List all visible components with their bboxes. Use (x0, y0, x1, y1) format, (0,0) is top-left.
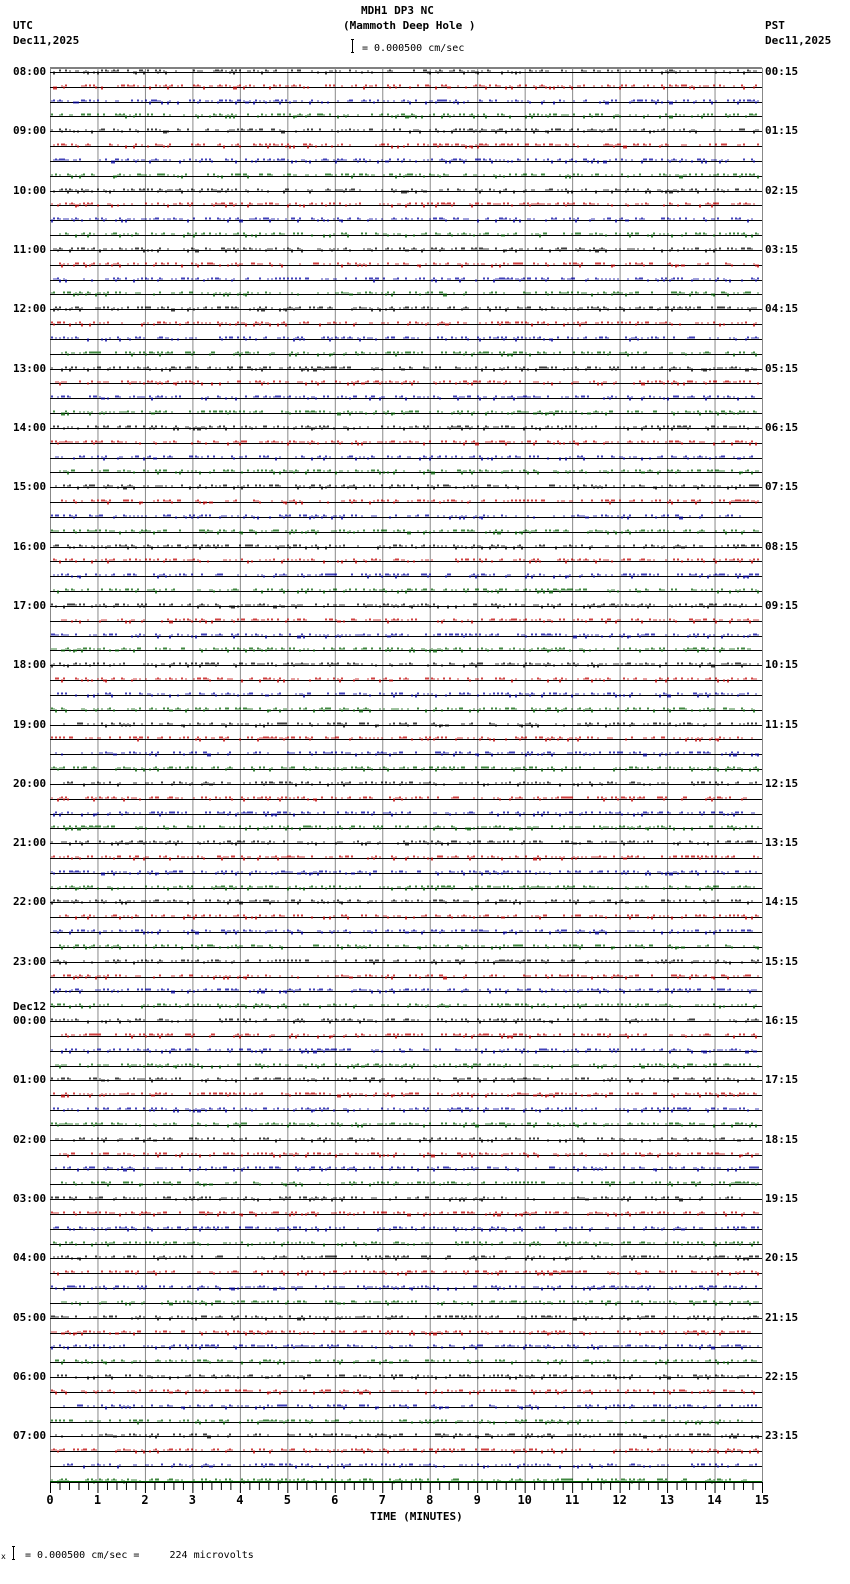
utc-hour-label: 02:00 (13, 1133, 47, 1146)
pst-hour-label: 20:15 (765, 1251, 799, 1264)
utc-hour-label: 17:00 (13, 599, 47, 612)
station-location: (Mammoth Deep Hole ) (343, 19, 476, 32)
footer-marker: x (1, 1552, 6, 1561)
date-change-label: Dec12 (13, 1000, 47, 1013)
utc-hour-label: 03:00 (13, 1192, 47, 1205)
footer-scale-text: = 0.000500 cm/sec = 224 microvolts (25, 1550, 254, 1561)
utc-hour-label: 09:00 (13, 124, 47, 137)
svg-text:13: 13 (659, 1493, 675, 1507)
pst-hour-label: 00:15 (765, 65, 799, 78)
svg-text:9: 9 (473, 1493, 481, 1507)
svg-text:3: 3 (188, 1493, 197, 1507)
pst-hour-label: 12:15 (765, 777, 799, 790)
pst-hour-label: 09:15 (765, 599, 799, 612)
utc-hour-label: 16:00 (13, 540, 47, 553)
pst-hour-label: 19:15 (765, 1192, 799, 1205)
svg-text:12: 12 (612, 1493, 627, 1507)
pst-hour-label: 05:15 (765, 362, 799, 375)
pst-hour-label: 21:15 (765, 1311, 799, 1324)
pst-hour-label: 16:15 (765, 1014, 799, 1027)
svg-text:8: 8 (426, 1493, 434, 1507)
utc-hour-label: 05:00 (13, 1311, 47, 1324)
utc-hour-label: 06:00 (13, 1370, 47, 1383)
pst-hour-label: 13:15 (765, 836, 799, 849)
utc-hour-label: 23:00 (13, 955, 47, 968)
scale-text: = 0.000500 cm/sec (362, 43, 465, 54)
pst-hour-label: 22:15 (765, 1370, 799, 1383)
svg-text:11: 11 (564, 1493, 580, 1507)
utc-hour-label: 07:00 (13, 1429, 47, 1442)
pst-hour-label: 18:15 (765, 1133, 799, 1146)
left-timezone: UTC (13, 19, 33, 32)
svg-text:5: 5 (283, 1493, 291, 1507)
utc-hour-label: 13:00 (13, 362, 47, 375)
pst-hour-label: 23:15 (765, 1429, 799, 1442)
svg-text:14: 14 (707, 1493, 722, 1507)
left-date: Dec11,2025 (13, 34, 80, 47)
pst-hour-label: 02:15 (765, 184, 799, 197)
pst-hour-label: 04:15 (765, 302, 799, 315)
pst-hour-label: 14:15 (765, 895, 799, 908)
svg-text:2: 2 (141, 1493, 149, 1507)
utc-hour-label: 12:00 (13, 302, 47, 315)
utc-hour-label: 10:00 (13, 184, 47, 197)
svg-text:10: 10 (517, 1493, 532, 1507)
utc-hour-label: 21:00 (13, 836, 47, 849)
right-timezone: PST (765, 19, 785, 32)
right-date: Dec11,2025 (765, 34, 832, 47)
utc-hour-label: 01:00 (13, 1073, 47, 1086)
utc-hour-label: 04:00 (13, 1251, 47, 1264)
pst-hour-label: 10:15 (765, 658, 799, 671)
svg-text:4: 4 (236, 1493, 244, 1507)
pst-hour-label: 15:15 (765, 955, 799, 968)
footer-scale-icon (12, 1546, 15, 1560)
station-title: MDH1 DP3 NC (361, 4, 434, 17)
utc-hour-label: 15:00 (13, 480, 47, 493)
pst-hour-label: 07:15 (765, 480, 799, 493)
pst-hour-label: 01:15 (765, 124, 799, 137)
svg-text:1: 1 (93, 1493, 102, 1507)
utc-hour-label: 14:00 (13, 421, 47, 434)
svg-text:6: 6 (331, 1493, 339, 1507)
utc-hour-label: 18:00 (13, 658, 47, 671)
svg-text:15: 15 (754, 1493, 770, 1507)
svg-text:0: 0 (46, 1493, 54, 1507)
svg-text:7: 7 (378, 1493, 386, 1507)
x-axis-label: TIME (MINUTES) (370, 1510, 463, 1523)
utc-hour-label: 00:00 (13, 1014, 47, 1027)
utc-hour-label: 19:00 (13, 718, 47, 731)
utc-hour-label: 11:00 (13, 243, 47, 256)
pst-hour-label: 06:15 (765, 421, 799, 434)
utc-hour-label: 08:00 (13, 65, 47, 78)
pst-hour-label: 11:15 (765, 718, 799, 731)
pst-hour-label: 17:15 (765, 1073, 799, 1086)
pst-hour-label: 03:15 (765, 243, 799, 256)
utc-hour-label: 20:00 (13, 777, 47, 790)
utc-hour-label: 22:00 (13, 895, 47, 908)
pst-hour-label: 08:15 (765, 540, 799, 553)
